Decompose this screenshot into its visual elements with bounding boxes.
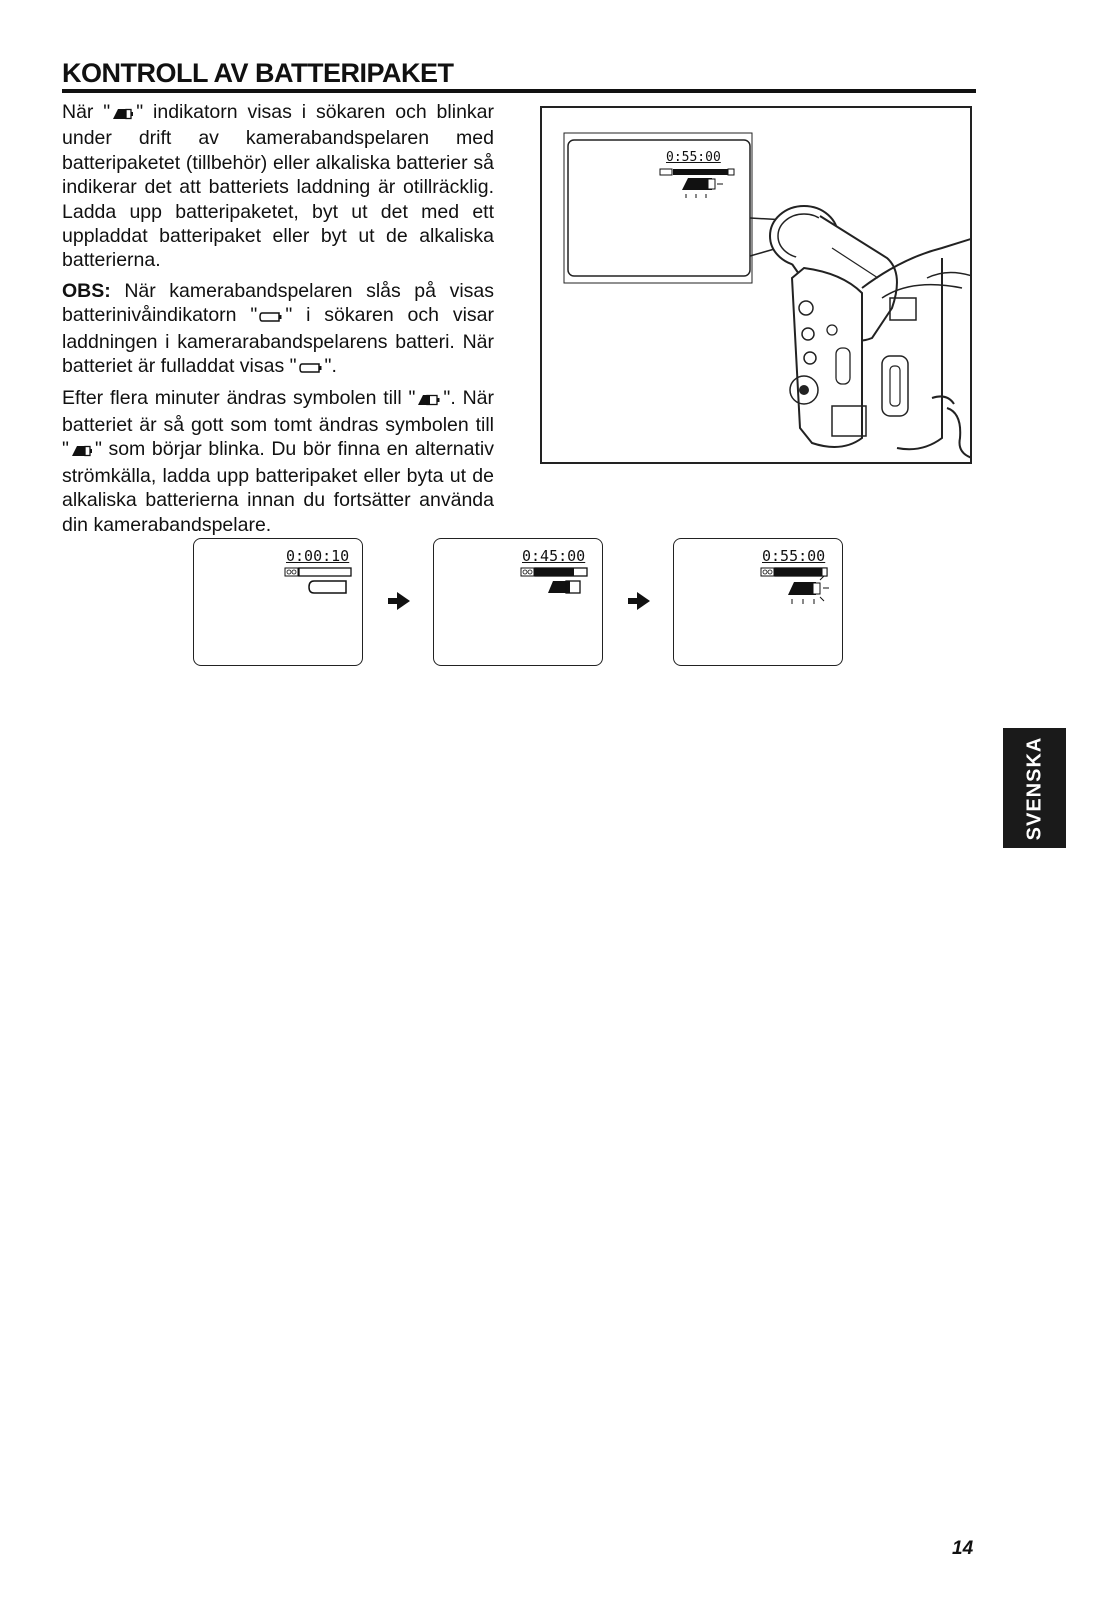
camcorder-drawing — [542, 108, 972, 464]
viewfinder-screen-3 — [673, 538, 843, 666]
paragraph-obs: OBS: När kamerabandspelaren slås på visas batterinivåindikatorn " " i sökaren och visar laddningen i kamerarabandspelarens batteri. När batteriet är fulladdat visas " ". — [62, 279, 494, 381]
screen-time: 0:55:00 — [762, 547, 826, 565]
battery-partial-icon — [520, 567, 592, 597]
language-tab: SVENSKA — [1003, 728, 1066, 848]
paragraph-1: När " " indikatorn visas i sökaren och blinkar under drift av kamerabandspelaren med batteripaketet (tillbehör) eller alkaliska batterier så indikerar det att batteriets laddning är otillräcklig. Ladda upp batteripaketet, byt ut det med ett uppladdat batteripaket eller byt ut de alkaliska batterierna. — [62, 101, 495, 272]
page-number: 14 — [952, 1538, 974, 1559]
viewfinder-screen-1 — [193, 538, 363, 666]
battery-partial-icon — [417, 388, 441, 412]
screen-time: 0:45:00 — [522, 547, 586, 565]
paragraph-3: Efter flera minuter ändras symbolen till " ". När batteriet är så gott som tomt ändras symbolen till " " som börjar blinka. Du bör finna en alternativ strömkälla, ladda upp batteripaket eller byta ut de alkaliska batterierna innan du fortsätter använda din kamerabandspelare. — [62, 387, 494, 536]
camera-illustration — [540, 106, 972, 464]
battery-full-icon — [284, 567, 356, 597]
battery-empty-icon — [71, 439, 93, 463]
title-rule — [62, 89, 976, 93]
body-text — [62, 100, 494, 543]
page-title: KONTROLL AV BATTERIPAKET — [62, 58, 454, 88]
battery-full-icon — [299, 356, 323, 380]
viewfinder-screen-2 — [433, 538, 603, 666]
viewfinder-time: 0:55:00 — [666, 150, 721, 165]
battery-full-icon — [259, 305, 283, 329]
screen-time: 0:00:10 — [286, 547, 350, 565]
battery-empty-icon — [112, 102, 134, 126]
battery-empty-icon — [760, 567, 834, 607]
arrow-right-icon — [388, 592, 410, 610]
arrow-right-icon — [628, 592, 650, 610]
